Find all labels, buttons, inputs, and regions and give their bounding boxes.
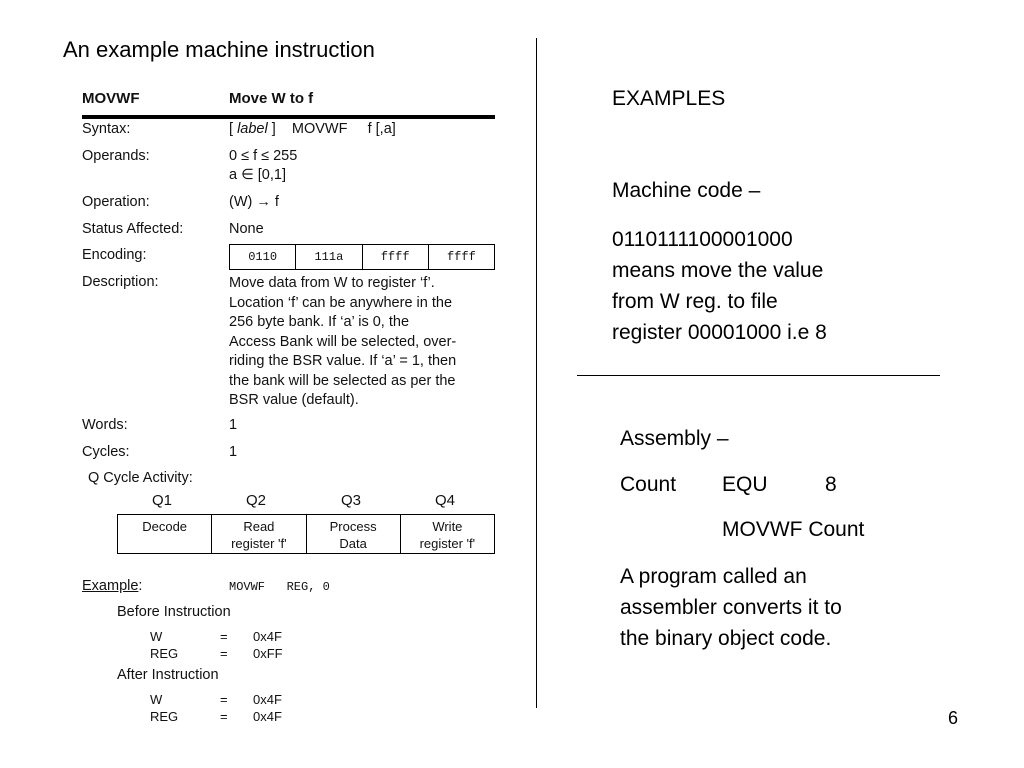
assembler-description-line: the binary object code. <box>620 627 832 650</box>
register-value: 0x4F <box>253 709 282 724</box>
register-equals: = <box>220 646 228 661</box>
description-label: Description: <box>82 274 159 290</box>
encoding-cell: 0110 <box>230 245 296 269</box>
cycles-label: Cycles: <box>82 444 130 460</box>
status-label: Status Affected: <box>82 221 184 237</box>
assembler-description <box>620 561 920 654</box>
operands-label: Operands: <box>82 148 150 164</box>
syntax-rest: MOVWF f [,a] <box>291 121 396 137</box>
assembly-line <box>620 470 837 500</box>
operation-value: (W) → f <box>229 194 279 210</box>
syntax-label: Syntax: <box>82 121 131 137</box>
encoding-cell: 111a <box>296 245 362 269</box>
description-line: riding the BSR value. If ‘a’ = 1, then <box>229 353 457 369</box>
status-value: None <box>229 221 264 237</box>
q-cell-line: Write <box>432 519 463 534</box>
example-code: MOVWF REG, 0 <box>229 580 330 594</box>
machine-code-line: 0110111100001000 <box>612 228 793 251</box>
heading-rule <box>82 115 495 119</box>
q-cell <box>118 515 212 553</box>
cycles-value: 1 <box>229 444 238 460</box>
after-instruction-label: After Instruction <box>117 667 219 683</box>
q-cell-line: register 'f' <box>231 536 287 551</box>
example-colon: : <box>138 578 143 594</box>
page-number: 6 <box>948 708 959 728</box>
description-text <box>229 274 504 411</box>
encoding-cell: ffff <box>363 245 429 269</box>
example-heading <box>82 578 142 594</box>
words-label: Words: <box>82 417 128 433</box>
description-line: Move data from W to register ‘f’. <box>229 275 435 291</box>
q-header: Q1 <box>152 492 173 509</box>
q-header: Q3 <box>341 492 362 509</box>
mnemonic-heading: MOVWF <box>82 90 140 107</box>
register-value: 0xFF <box>253 646 283 661</box>
description-line: Location ‘f’ can be anywhere in the <box>229 294 453 311</box>
register-value: 0x4F <box>253 692 282 707</box>
register-name: REG <box>150 709 179 724</box>
assembly-val-col: 8 <box>825 473 837 496</box>
register-row <box>150 629 282 644</box>
assembler-description-line: A program called an <box>620 565 807 588</box>
machine-code-text <box>612 224 912 348</box>
register-value: 0x4F <box>253 629 282 644</box>
q-cell-line: register 'f' <box>419 536 476 551</box>
words-value: 1 <box>229 417 238 433</box>
instruction-heading: Move W to f <box>229 90 314 107</box>
operands-line2: a ∈ [0,1] <box>229 167 286 183</box>
register-row <box>150 692 282 707</box>
q-cell-line: Data <box>339 536 367 551</box>
examples-title: EXAMPLES <box>612 87 726 110</box>
vertical-divider <box>536 38 537 708</box>
operation-label: Operation: <box>82 194 150 210</box>
example-label: Example <box>82 578 139 594</box>
before-instruction-label: Before Instruction <box>117 604 231 620</box>
q-header: Q2 <box>246 492 267 509</box>
register-equals: = <box>220 709 228 724</box>
machine-code-line: register 00001000 i.e 8 <box>612 321 827 344</box>
assembly-label: Assembly – <box>620 427 729 450</box>
assembler-description-line: assembler converts it to <box>620 596 842 619</box>
q-cycle-table <box>117 514 495 554</box>
register-name: W <box>150 692 163 707</box>
register-row <box>150 646 283 661</box>
encoding-table <box>229 244 495 270</box>
q-cell-line: Decode <box>142 519 188 534</box>
description-line: the bank will be selected as per the <box>229 372 456 389</box>
assembly-line: MOVWF Count <box>722 518 865 541</box>
operands-line1: 0 ≤ f ≤ 255 <box>229 148 298 164</box>
machine-code-line: means move the value <box>612 259 824 282</box>
assembly-label-col: Count <box>620 473 677 496</box>
register-equals: = <box>220 629 228 644</box>
q-cycle-label: Q Cycle Activity: <box>88 470 193 486</box>
q-cell <box>401 515 494 553</box>
encoding-cell: ffff <box>446 250 476 264</box>
assembly-op-col: EQU <box>722 473 768 496</box>
horizontal-divider <box>577 375 940 376</box>
register-row <box>150 709 282 724</box>
q-cell-line: Process <box>329 519 377 534</box>
description-line: Access Bank will be selected, over- <box>229 333 457 350</box>
syntax-label-placeholder: label <box>237 121 268 137</box>
description-line: BSR value (default). <box>229 392 359 408</box>
description-line: 256 byte bank. If ‘a’ is 0, the <box>229 314 410 330</box>
register-name: W <box>150 629 163 644</box>
machine-code-line: from W reg. to file <box>612 290 778 313</box>
slide-title: An example machine instruction <box>63 37 375 62</box>
q-cell <box>212 515 306 553</box>
q-cell <box>307 515 401 553</box>
q-header: Q4 <box>435 492 456 509</box>
syntax-value: [ label ] MOVWF f [,a] <box>229 121 396 137</box>
register-name: REG <box>150 646 179 661</box>
machine-code-label: Machine code – <box>612 179 761 202</box>
q-cell-line: Read <box>243 519 275 534</box>
encoding-label: Encoding: <box>82 247 147 263</box>
register-equals: = <box>220 692 228 707</box>
